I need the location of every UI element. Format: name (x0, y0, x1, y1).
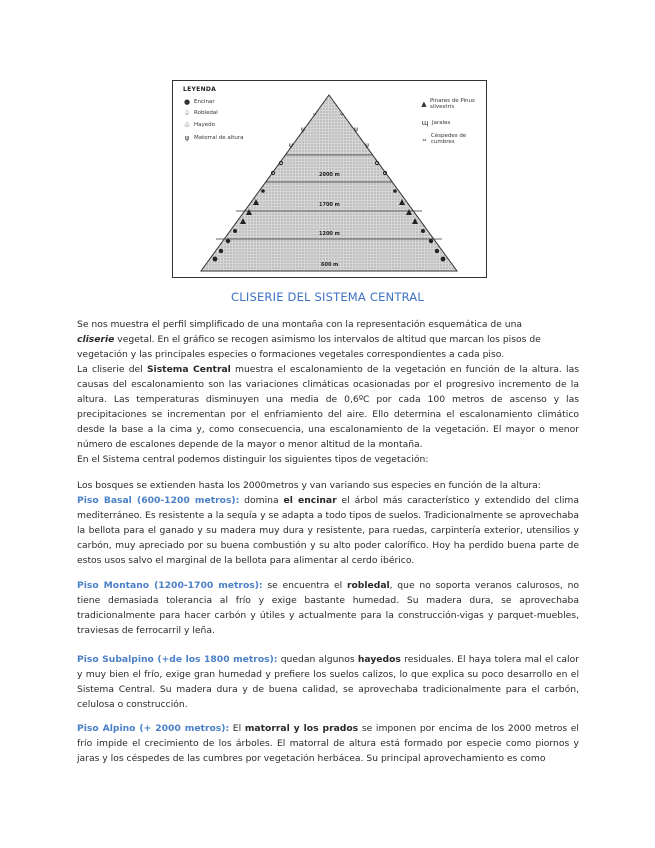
vegetation-block (77, 478, 579, 568)
legend-item-encinar (183, 98, 215, 106)
legend-label: Jarales (432, 120, 451, 126)
paragraph-piso-alpino: Piso Alpino (+ 2000 metros): El matorral y los prados se imponen por encima de los 2000 metros el frío impide el crecimiento de los árboles. El matorral de altura está formado por especie como piornos y jaras y los céspedes de las cumbres por vegetación herbácea. Su principal aprovechamiento es como (77, 723, 579, 764)
altitude-label-1200: 1200 m (319, 231, 340, 237)
paragraph-bosques: Los bosques se extienden hasta los 2000metros y van variando sus especies en función de la altura: (77, 480, 541, 491)
encina-icon: ● (183, 98, 191, 106)
legend-label: Pinares de Pinus silvestris (429, 98, 475, 110)
svg-text:ᴗ: ᴗ (313, 110, 317, 117)
cliserie-diagram (172, 80, 487, 278)
altitude-label-1700: 1700 m (319, 202, 340, 208)
jara-icon: ɰ (421, 119, 429, 127)
subalpino-block (77, 652, 579, 712)
legend-label: Céspedes de cumbres (430, 133, 467, 145)
paragraph-types: En el Sistema central podemos distinguir los siguientes tipos de vegetación: (77, 454, 429, 465)
paragraph-piso-subalpino: Piso Subalpino (+de los 1800 metros): quedan algunos hayedos residuales. El haya tolera mal el calor y muy bien el frío, exige gran humedad y prefiere los suelos calizos, lo que explica su poco desarrollo en el Sistema Central. Su madera dura y de buena calidad, se aprovechaba tradicionalmente para el carbón, celulosa o construcción. (77, 654, 580, 710)
haya-icon: ♧ (183, 121, 191, 129)
legend-item-pinares (421, 98, 483, 110)
legend-item-matorral (183, 134, 244, 142)
legend-label: Hayedo (194, 122, 216, 128)
matorral-icon: ψ (184, 134, 190, 142)
altitude-label-600: 600 m (321, 262, 339, 268)
legend-label: Robledal (194, 110, 218, 116)
alpino-block (77, 721, 579, 766)
legend-item-jarales (421, 119, 483, 127)
paragraph-cliserie: La cliserie del Sistema Central muestra el escalonamiento de la vegetación en función de la altura. las causas del escalonamiento son las variaciones climáticas ocasionadas por el progresivo incremento de la altura. Las temperaturas disminuyen una media de 0,6ºC por cada 100 metros de ascenso y las precipitaciones se incrementan por el enfriamiento del aire. Ello determina el escalonamiento climático desde la base a la cima y, como consecuencia, una escalonamiento de la vegetación. El mayor o menor número de escalones depende de la mayor o menor altitud de la montaña. (77, 364, 579, 450)
roble-icon: ♤ (183, 109, 191, 117)
mountain-profile (173, 81, 486, 277)
legend-item-cespedes (421, 133, 483, 145)
legend-label: Encinar (194, 99, 215, 105)
svg-text:ψ: ψ (301, 126, 305, 133)
intro-line-1: Se nos muestra el perfil simplificado de una montaña con la representación esquemática de una (77, 319, 523, 330)
cesped-icon: ᴗ (422, 135, 427, 143)
montano-block (77, 578, 579, 638)
page-title: CLISERIE DEL SISTEMA CENTRAL (231, 290, 424, 304)
legend-item-hayedo (183, 121, 215, 129)
mountain-shape (201, 95, 457, 271)
intro-line-2: cliserie vegetal. En el gráfico se recogen asimismo los intervalos de altitud que marcan los pisos de (77, 334, 541, 345)
altitude-label-2000: 2000 m (319, 172, 340, 178)
svg-text:ψ: ψ (289, 142, 293, 149)
legend-item-robledal (183, 109, 218, 117)
svg-text:ψ: ψ (365, 142, 369, 149)
intro-block (77, 317, 579, 467)
svg-text:ψ: ψ (354, 126, 358, 133)
paragraph-piso-basal: Piso Basal (600-1200 metros): domina el encinar el árbol más característico y extendido del clima mediterráneo. Es resistente a la sequía y se adapta a todo tipos de suelos. Tradicionalmente se aprovechaba la bellota para el ganado y su madera muy dura y resistente, para ruedas, carpintería exterior, utensilios y carbón, muy apreciado por su buena combustión y su alto poder calorífico. Hoy ha perdido buena parte de estos usos salvo el marginal de la bellota para alimentar al cerdo ibérico. (77, 495, 580, 566)
paragraph-piso-montano: Piso Montano (1200-1700 metros): se encuentra el robledal, que no soporta veranos calurosos, no tiene demasiada tolerancia al frío y exige bastante humedad. Su madera dura, se aprovechaba tradicionalmente para hacer carbón y útiles y actualmente para la construcción-vigas y parquet-muebles, traviesas de ferrocarril y leña. (77, 580, 580, 636)
intro-line-3: vegetación y las principales especies o formaciones vegetales correspondientes a cada piso. (77, 349, 505, 360)
legend-title: LEYENDA (183, 86, 217, 93)
pino-icon: ▲ (421, 100, 427, 108)
svg-text:ᴗ: ᴗ (340, 110, 344, 117)
legend-label: Matorral de altura (194, 135, 244, 141)
